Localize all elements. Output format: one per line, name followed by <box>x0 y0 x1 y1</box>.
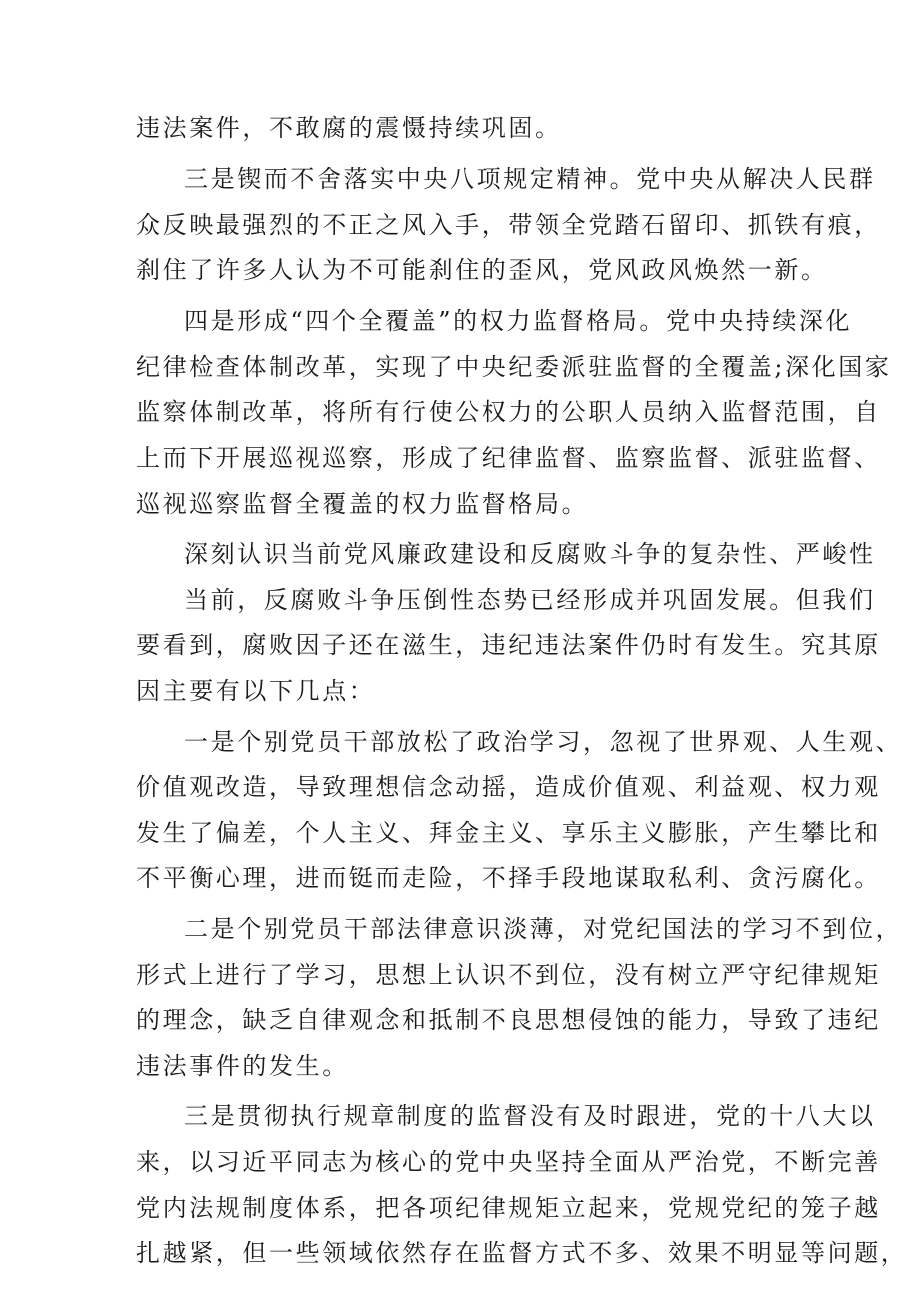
paragraph-start-line: 三是锲而不舍落实中央八项规定精神。党中央从解决人民群 <box>184 165 876 193</box>
paragraph-start-line: 三是贯彻执行规章制度的监督没有及时跟进，党的十八大以 <box>184 1102 876 1130</box>
text-line: 的理念，缺乏自律观念和抵制不良思想侵蚀的能力，导致了违纪 <box>136 1006 881 1034</box>
text-line: 违法案件，不敢腐的震慑持续巩固。 <box>136 114 562 142</box>
paragraph-start-line: 二是个别党员干部法律意识淡薄，对党纪国法的学习不到位， <box>184 915 903 943</box>
paragraph-start-line: 一是个别党员干部放松了政治学习，忽视了世界观、人生观、 <box>184 728 903 756</box>
text-line: 要看到，腐败因子还在滋生，违纪违法案件仍时有发生。究其原 <box>136 631 881 659</box>
text-line: 发生了偏差，个人主义、拜金主义、享乐主义膨胀，产生攀比和 <box>136 819 881 847</box>
text-line: 众反映最强烈的不正之风入手，带领全党踏石留印、抓铁有痕， <box>136 211 881 239</box>
text-line: 监察体制改革，将所有行使公权力的公职人员纳入监督范围，自 <box>136 398 881 426</box>
text-line: 形式上进行了学习，思想上认识不到位，没有树立严守纪律规矩 <box>136 961 881 989</box>
text-line: 违法事件的发生。 <box>136 1052 349 1080</box>
text-line: 来，以习近平同志为核心的党中央坚持全面从严治党，不断完善 <box>136 1148 881 1176</box>
paragraph-start-line: 当前，反腐败斗争压倒性态势已经形成并巩固发展。但我们 <box>184 586 876 614</box>
text-line: 扎越紧，但一些领域依然存在监督方式不多、效果不明显等问题， <box>136 1239 908 1267</box>
text-line: 价值观改造，导致理想信念动摇，造成价值观、利益观、权力观 <box>136 773 881 801</box>
text-line: 纪律检查体制改革，实现了中央纪委派驻监督的全覆盖;深化国家 <box>136 353 892 381</box>
section-heading: 深刻认识当前党风廉政建设和反腐败斗争的复杂性、严峻性 <box>184 540 876 568</box>
text-line: 不平衡心理，进而铤而走险，不择手段地谋取私利、贪污腐化。 <box>136 864 881 892</box>
text-line: 巡视巡察监督全覆盖的权力监督格局。 <box>136 490 589 518</box>
text-line: 上而下开展巡视巡察，形成了纪律监督、监察监督、派驻监督、 <box>136 444 881 472</box>
text-line: 刹住了许多人认为不可能刹住的歪风，党风政风焕然一新。 <box>136 256 828 284</box>
text-line: 因主要有以下几点： <box>136 677 376 705</box>
text-line: 党内法规制度体系，把各项纪律规矩立起来，党规党纪的笼子越 <box>136 1194 881 1222</box>
paragraph-start-line: 四是形成“四个全覆盖”的权力监督格局。党中央持续深化 <box>184 307 853 335</box>
